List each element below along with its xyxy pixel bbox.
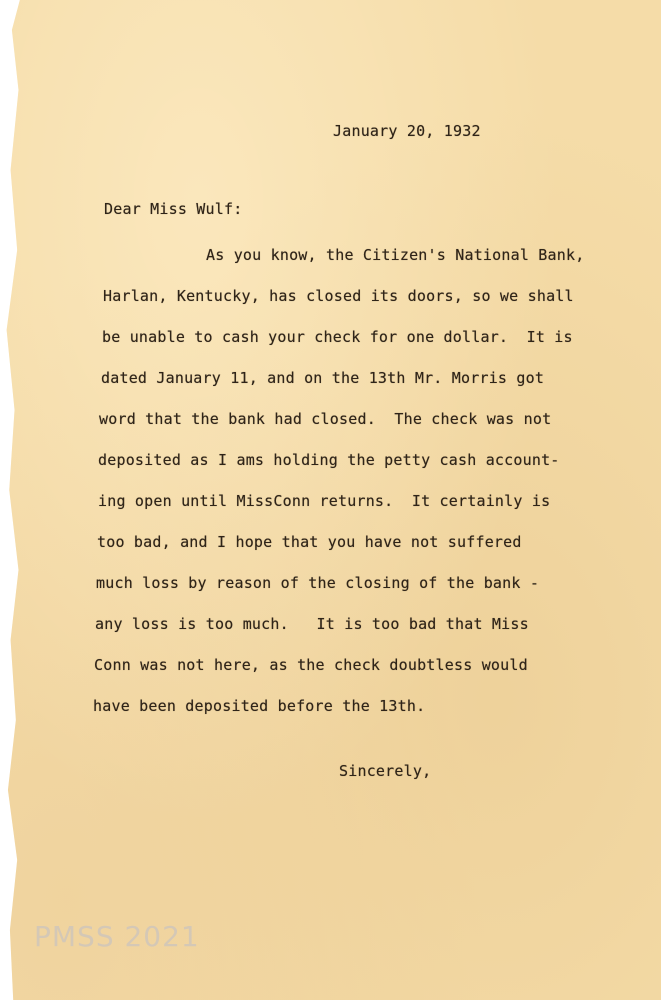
body-line-11: Conn was not here, as the check doubtless would xyxy=(94,656,528,674)
watermark-text: PMSS 2021 xyxy=(34,920,200,953)
body-line-7: ing open until MissConn returns. It certainly is xyxy=(98,492,551,510)
body-line-3: be unable to cash your check for one dollar. It is xyxy=(102,328,573,346)
body-line-10: any loss is too much. It is too bad that Miss xyxy=(95,615,529,633)
body-line-1: As you know, the Citizen's National Bank, xyxy=(206,246,585,264)
letter-closing: Sincerely, xyxy=(339,762,432,780)
letter-date: January 20, 1932 xyxy=(333,122,481,140)
body-line-4: dated January 11, and on the 13th Mr. Morris got xyxy=(101,369,545,387)
body-line-5: word that the bank had closed. The check was not xyxy=(99,410,552,428)
body-line-2: Harlan, Kentucky, has closed its doors, so we shall xyxy=(103,287,574,305)
body-line-9: much loss by reason of the closing of the bank - xyxy=(96,574,540,592)
body-line-6: deposited as I ams holding the petty cash account- xyxy=(98,451,560,469)
body-line-12: have been deposited before the 13th. xyxy=(93,697,426,715)
letter-salutation: Dear Miss Wulf: xyxy=(104,200,243,218)
body-line-8: too bad, and I hope that you have not suffered xyxy=(97,533,522,551)
